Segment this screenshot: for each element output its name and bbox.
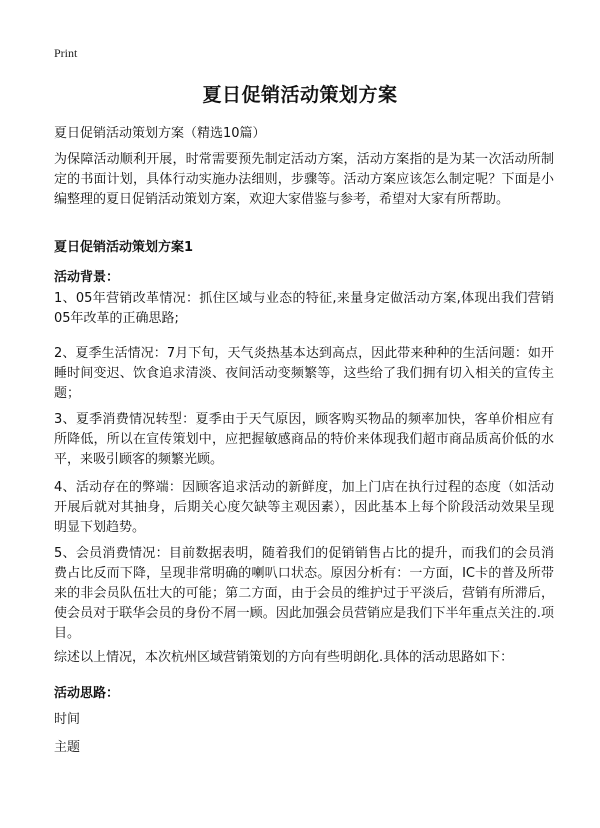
background-point-3: 3、夏季消费情况转型：夏季由于天气原因，顾客购买物品的频率加快，客单价相应有所降低，所以在宣传策划中，应把握敏感商品的特价来体现我们超市商品质高价低的水平，来吸引顾客的频繁光顾。 xyxy=(54,412,554,467)
background-point-2: 2、夏季生活情况：7月下旬，天气炎热基本达到高点，因此带来种种的生活问题：如开睡时间变迟、饮食追求清淡、夜间活动变频繁等，这些给了我们拥有切入相关的宣传主题； xyxy=(54,346,554,401)
list-item-theme: 主题 xyxy=(54,740,81,755)
page-title: 夏日促销活动策划方案 xyxy=(202,84,398,106)
section-heading: 夏日促销活动策划方案1 xyxy=(54,240,194,255)
print-link[interactable]: Print xyxy=(54,46,78,60)
list-item-time: 时间 xyxy=(54,712,81,727)
background-point-1: 1、05年营销改革情况：抓住区域与业态的特征,来量身定做活动方案,体现出我们营销05年改革的正确思路; xyxy=(54,291,554,326)
background-point-5: 5、会员消费情况：目前数据表明，随着我们的促销销售占比的提升，而我们的会员消费占比反而下降，呈现非常明确的喇叭口状态。原因分析有：一方面，IC卡的普及所带来的非会员队伍壮大的可能；第二方面，由于会员的维护过于平淡后，营销有所滞后，使会员对于联华会员的身份不屑一顾。因此加强会员营销应是我们下半年重点关注的.项目。 xyxy=(54,546,554,641)
background-heading: 活动背景： xyxy=(54,270,120,285)
ideas-heading: 活动思路： xyxy=(54,686,120,701)
background-point-4: 4、活动存在的弊端：因顾客追求活动的新鲜度，加上门店在执行过程的态度（如活动开展后就对其抽身，后期关心度欠缺等主观因素），因此基本上每个阶段活动效果呈现明显下划趋势。 xyxy=(54,480,554,535)
document-subtitle: 夏日促销活动策划方案（精选10篇） xyxy=(54,126,266,141)
intro-paragraph: 为保障活动顺利开展，时常需要预先制定活动方案，活动方案指的是为某一次活动所制定的书面计划，具体行动实施办法细则，步骤等。活动方案应该怎么制定呢？下面是小编整理的夏日促销活动策划方案，欢迎大家借鉴与参考，希望对大家有所帮助。 xyxy=(54,152,554,207)
summary-paragraph: 综述以上情况，本次杭州区域营销策划的方向有些明朗化.具体的活动思路如下： xyxy=(54,650,514,665)
